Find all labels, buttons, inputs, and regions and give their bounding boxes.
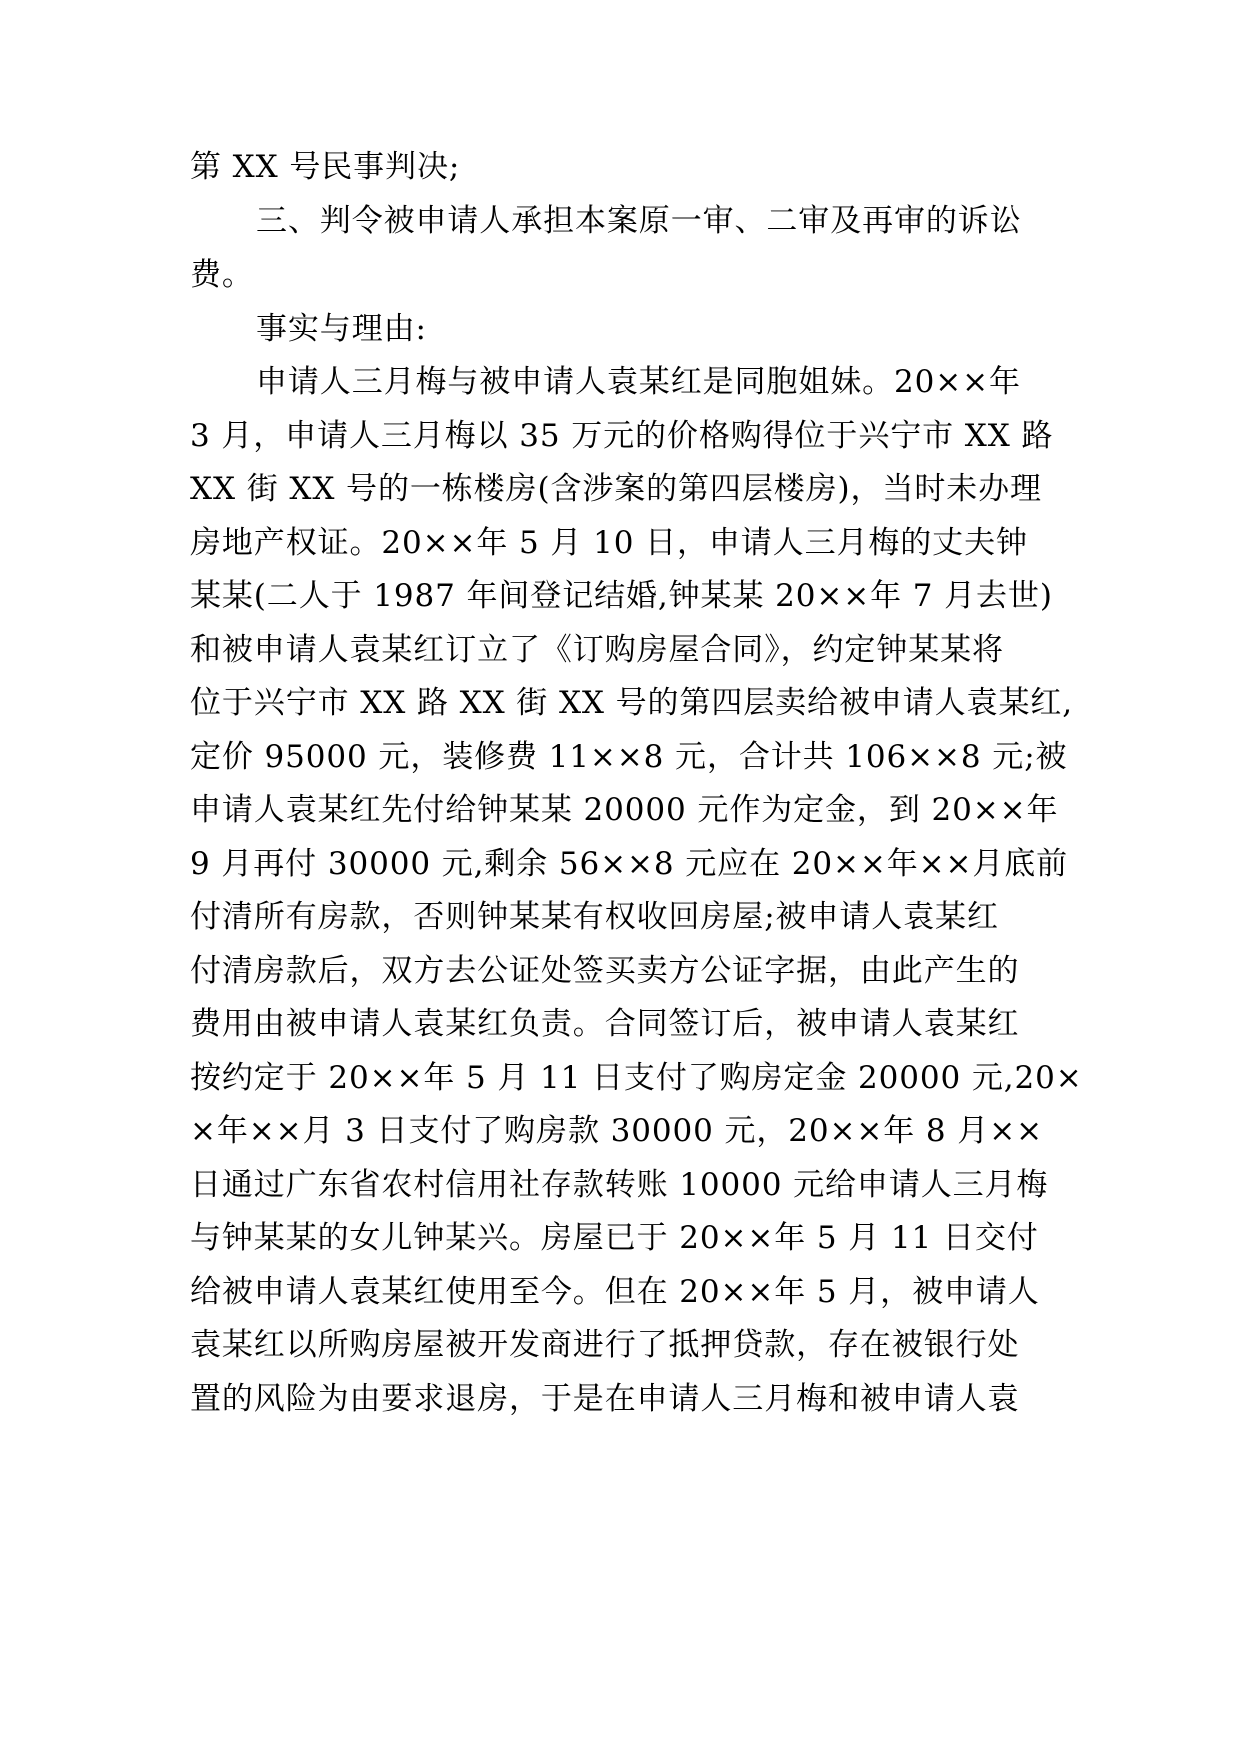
- text-line: 袁某红以所购房屋被开发商进行了抵押贷款，存在被银行处: [190, 1327, 1020, 1363]
- text-line: 9 月再付 30000 元,剩余 56××8 元应在 20××年××月底前: [190, 846, 1069, 882]
- text-line: 费。: [190, 257, 254, 293]
- text-line: ×年××月 3 日支付了购房款 30000 元，20××年 8 月××: [190, 1113, 1043, 1149]
- text-line: 房地产权证。20××年 5 月 10 日，申请人三月梅的丈夫钟: [190, 525, 1028, 561]
- text-line: XX 街 XX 号的一栋楼房(含涉案的第四层楼房)，当时未办理: [190, 471, 1042, 507]
- text-line: 3 月，申请人三月梅以 35 万元的价格购得位于兴宁市 XX 路: [190, 418, 1054, 454]
- text-line: 某某(二人于 1987 年间登记结婚,钟某某 20××年 7 月去世): [190, 578, 1053, 614]
- text-line: 置的风险为由要求退房，于是在申请人三月梅和被申请人袁: [190, 1381, 1020, 1417]
- text-line: 事实与理由:: [256, 311, 427, 347]
- text-line: 第 XX 号民事判决;: [190, 149, 461, 185]
- text-line: 与钟某某的女儿钟某兴。房屋已于 20××年 5 月 11 日交付: [190, 1220, 1039, 1256]
- text-line: 三、判令被申请人承担本案原一审、二审及再审的诉讼: [256, 203, 1022, 239]
- text-line: 位于兴宁市 XX 路 XX 街 XX 号的第四层卖给被申请人袁某红,: [190, 685, 1073, 721]
- text-line: 日通过广东省农村信用社存款转账 10000 元给申请人三月梅: [190, 1167, 1049, 1203]
- text-line: 和被申请人袁某红订立了《订购房屋合同》，约定钟某某将: [190, 632, 1004, 668]
- text-line: 定价 95000 元，装修费 11××8 元，合计共 106××8 元;被: [190, 739, 1068, 775]
- text-line: 付清房款后，双方去公证处签买卖方公证字据，由此产生的: [190, 953, 1020, 989]
- text-line: 申请人三月梅与被申请人袁某红是同胞姐妹。20××年: [256, 364, 1021, 400]
- text-line: 付清所有房款，否则钟某某有权收回房屋;被申请人袁某红: [190, 899, 999, 935]
- text-line: 申请人袁某红先付给钟某某 20000 元作为定金，到 20××年: [190, 792, 1059, 828]
- text-line: 按约定于 20××年 5 月 11 日支付了购房定金 20000 元,20×: [190, 1060, 1083, 1096]
- text-line: 费用由被申请人袁某红负责。合同签订后，被申请人袁某红: [190, 1006, 1020, 1042]
- text-line: 给被申请人袁某红使用至今。但在 20××年 5 月，被申请人: [190, 1274, 1040, 1310]
